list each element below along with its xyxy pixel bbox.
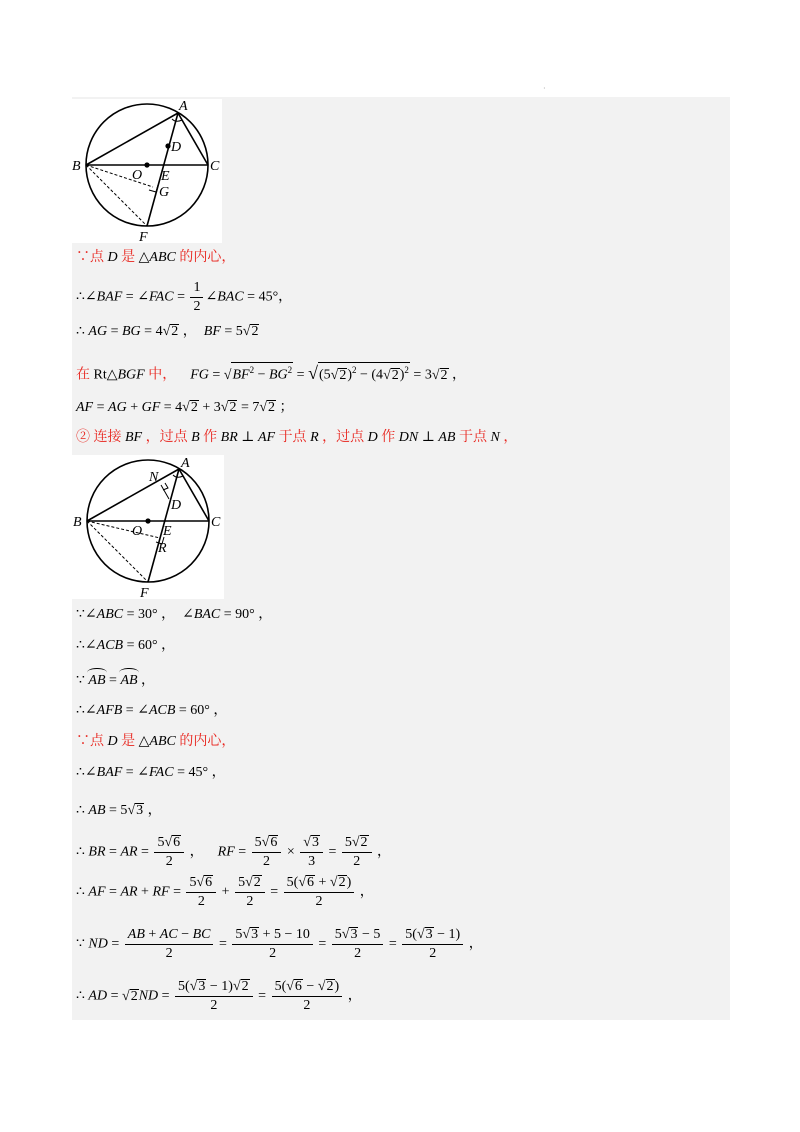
text-line-12: ∴∠BAF = ∠FAC = 45° ， [76,765,226,780]
text-line-1: ∵点 D 是 △ABC 的内心， [76,250,236,265]
label-C: C [211,515,221,530]
text-line-3: ∴ AG = BG = 4√2 ， BF = 5√2 [76,324,259,339]
label-R: R [158,541,167,556]
text-line-7: ∵∠ABC = 30° ， ∠BAC = 90° ， [76,607,273,622]
label-D: D [171,498,182,513]
text-line-9: ∵ AB = AB ， [76,673,156,688]
label-A: A [181,456,190,471]
label-O: O [132,168,143,183]
label-F: F [139,230,148,243]
text-line-6: ② 连接 BF ，过点 B 作 BR ⊥ AF 于点 R ，过点 D 作 DN ⊥ AB 于点 N ， [76,430,518,445]
label-B: B [73,515,82,530]
geometry-figure-1 [72,99,222,243]
label-O: O [132,524,143,539]
text-line-5: AF = AG + GF = 4√2 + 3√2 = 7√2 ； [76,400,294,415]
label-G: G [159,185,170,200]
text-line-10: ∴∠AFB = ∠ACB = 60° ， [76,703,228,718]
text-line-17: ∴ AD = √2ND = $\frac{5(√3 - 1)√2}{2}$ = $\frac{5(√6 - √2)}{2}$ ， [76,979,362,1013]
text-line-11: ∵点 D 是 △ABC 的内心， [76,734,236,749]
text-line-15: ∴ AF = AR + RF = $\frac{5√6}{2}$ + $\frac{5√2}{2}$ = $\frac{5(√6 + √2)}{2}$ ， [76,875,374,909]
label-C: C [210,159,220,174]
label-E: E [163,524,172,539]
label-E: E [161,169,170,184]
label-A: A [179,99,188,114]
text-line-8: ∴∠ACB = 60° ， [76,638,176,653]
text-line-14: ∴ BR = AR = $\frac{5√6}{2}$ ， RF = $\frac{5√6}{2}$ × $\frac{√3}{3}$ = $\frac{5√2}{2}$ ， [76,835,392,869]
text-line-16: ∵ ND = $\frac{AB + AC - BC}{2}$ = $\frac{5√3 + 5 - 10}{2}$ = $\frac{5√3 - 5}{2}$ = $\frac{5(√3 - 1)}{2}$ ， [76,927,483,961]
label-N: N [149,470,159,485]
text-line-13: ∴ AB = 5√3 ， [76,803,162,818]
label-F: F [140,586,149,599]
page-mark: · [543,84,546,93]
label-D: D [171,140,182,155]
text-line-4: 在 Rt△BGF 中， FG = $√BF^2 - BG^2 = √(5√2)^2 - (4√2)^2 = 3√2$ ， [76,362,467,383]
text-line-2: ∴∠BAF = ∠FAC = $\frac{1}{2}$ ∠BAC = 45°， [76,280,293,314]
geometry-figure-2 [72,455,224,599]
label-B: B [72,159,81,174]
solution-panel [72,97,730,1020]
